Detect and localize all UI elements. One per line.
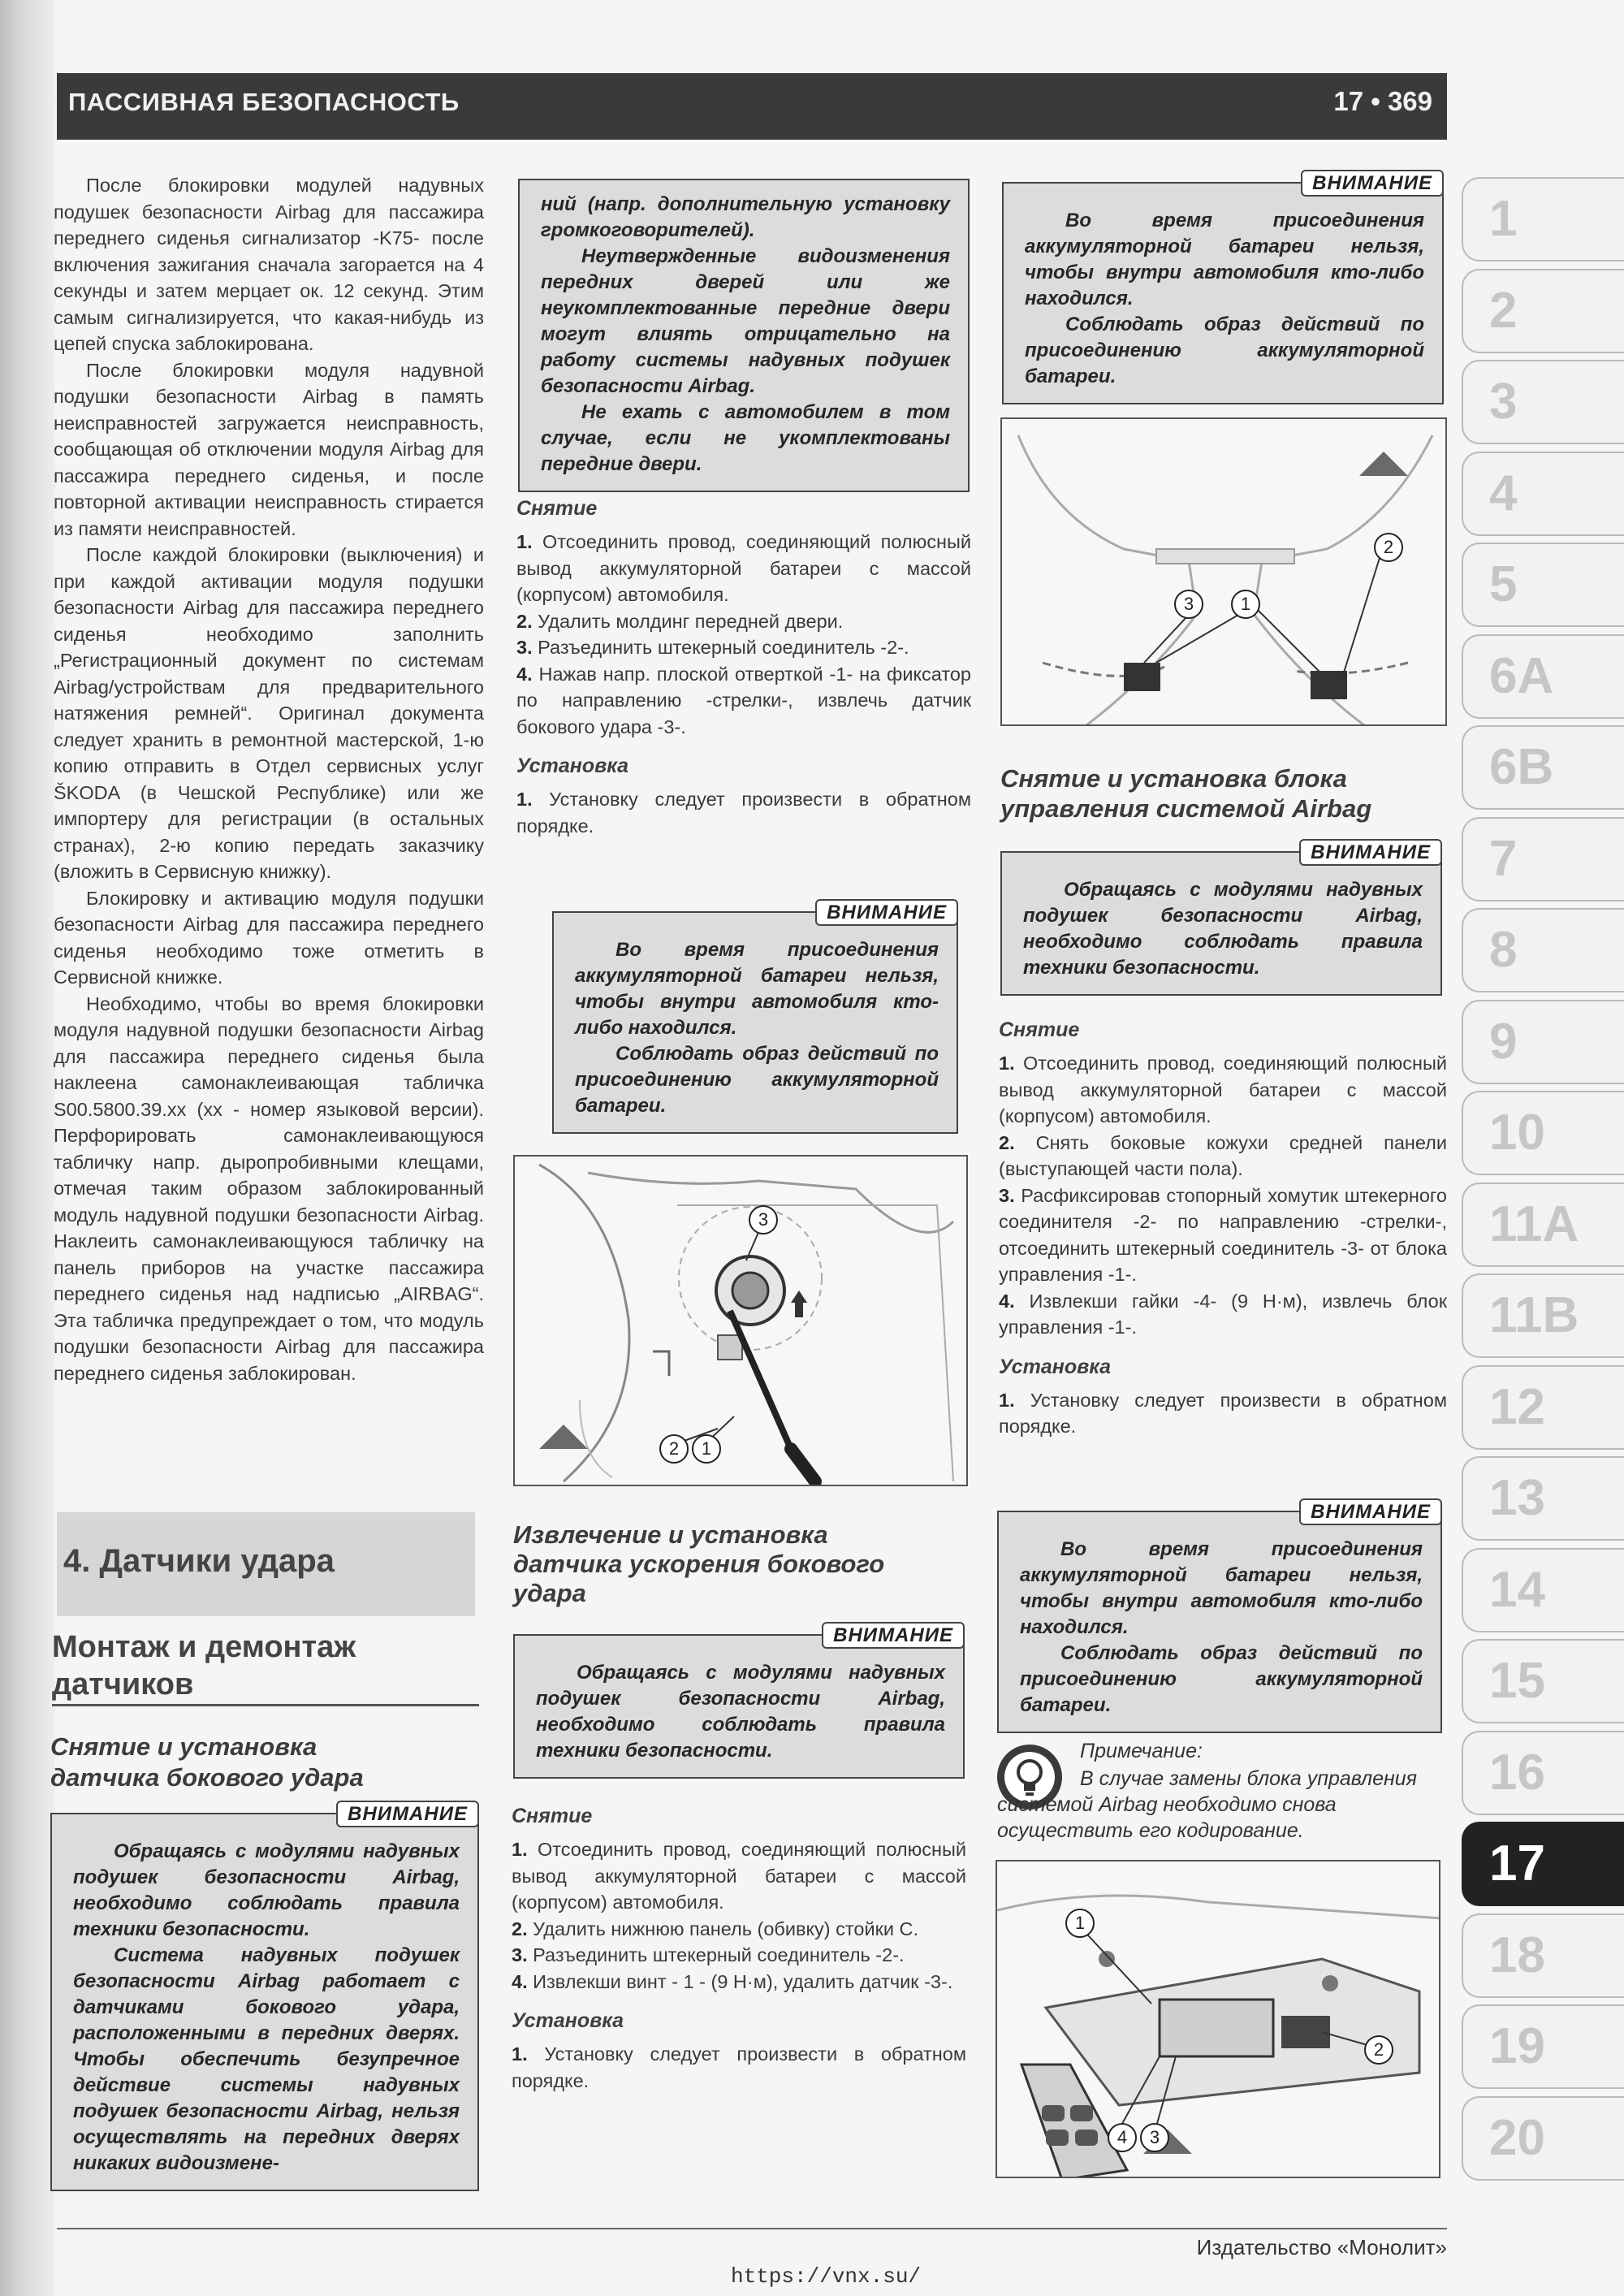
install-step — [516, 786, 971, 839]
callout-number: 3 — [1174, 590, 1203, 619]
chapter-tab[interactable] — [1462, 1639, 1624, 1723]
chapter-tab-label: 17 — [1489, 1836, 1545, 1892]
removal-step — [516, 608, 971, 635]
warning-label: ВНИМАНИЕ — [1299, 1498, 1442, 1525]
warning-label: ВНИМАНИЕ — [1299, 839, 1442, 866]
warning-box — [997, 1501, 1442, 1733]
note-text: В случае замены блока управления системой Airbag необходимо снова осуществить его кодирование. — [997, 1767, 1417, 1842]
note-title: Примечание: — [1080, 1740, 1203, 1762]
step-text: Установку следует произвести в обратном порядке. — [516, 789, 972, 837]
chapter-tab-label: 16 — [1489, 1744, 1545, 1801]
chapter-tab-label: 6A — [1489, 647, 1554, 704]
chapter-tab[interactable] — [1462, 1456, 1624, 1541]
warning-text: ний (напр. дополнительную установку громкоговорителей). — [541, 193, 950, 241]
chapter-tab[interactable] — [1462, 1091, 1624, 1175]
chapter-tab-label: 1 — [1489, 191, 1518, 247]
chapter-tab[interactable] — [1462, 543, 1624, 627]
door-sensors-drawing — [1002, 419, 1447, 726]
removal-step — [512, 1942, 966, 1969]
warning-text: Соблюдать образ действий по присоединению аккумуляторной батареи. — [1020, 1642, 1423, 1716]
step-number: 3. — [999, 1184, 1015, 1206]
warning-box — [1000, 841, 1442, 996]
step-text: Удалить нижнюю панель (обивку) стойки С. — [533, 1918, 919, 1939]
paragraph: После блокировки модуля надувной подушки безопасности Airbag в память неисправностей загружается неисправность, сообщающая об отключении модуля Airbag для пассажира переднего сиденья, и после повторной активации неисправность стирается из памяти неисправностей. — [54, 359, 484, 539]
figure-control-unit — [996, 1860, 1440, 2178]
callout-number: 2 — [1374, 533, 1403, 562]
removal-step — [512, 1969, 966, 1995]
chapter-tab-label: 20 — [1489, 2109, 1545, 2166]
warning-label: ВНИМАНИЕ — [1301, 170, 1444, 197]
warning-text: Во время присоединения аккумуляторной батареи нельзя, чтобы внутри автомобиля кто-либо находился. — [1020, 1538, 1423, 1638]
step-text: Установку следует произвести в обратном порядке. — [999, 1389, 1448, 1437]
install-label: Установка — [516, 755, 629, 777]
removal-step — [999, 1050, 1447, 1130]
chapter-tab[interactable] — [1462, 360, 1624, 444]
install-step — [512, 2041, 966, 2094]
warning-box — [1002, 172, 1444, 404]
chapter-tab-label: 4 — [1489, 465, 1518, 521]
step-text: Установку следует произвести в обратном порядке. — [512, 2043, 967, 2091]
warning-text: Система надувных подушек безопасности Airbag работает с датчиками бокового удара, расположенными в передних дверях. Чтобы обеспечить безупречное действие системы надувных подушек безопасности Airbag, нельзя осуществлять на передних дверях никаких видоизмене- — [73, 1944, 460, 2174]
binding-shadow — [0, 0, 55, 2296]
chapter-tab[interactable] — [1462, 1183, 1624, 1267]
step-text: Отсоединить провод, соединяющий полюсный вывод аккумуляторной батареи с массой (корпусом) автомобиля. — [516, 531, 972, 605]
warning-text: Обращаясь с модулями надувных подушек безопасности Airbag, необходимо соблюдать правила техники безопасности. — [536, 1662, 945, 1762]
chapter-tab[interactable] — [1462, 1365, 1624, 1450]
removal-label: Снятие — [999, 1018, 1080, 1041]
chapter-tab-label: 9 — [1489, 1013, 1518, 1070]
callout-number: 4 — [1108, 2123, 1137, 2152]
chapter-tab-label: 3 — [1489, 374, 1518, 430]
removal-step — [512, 1916, 966, 1943]
step-text: Расфиксировав стопорный хомутик штекерного соединителя -2- по направлению -стрелки-, отсоединить штекерный соединитель -3- от блока управления -1-. — [999, 1184, 1448, 1285]
chapter-tab[interactable] — [1462, 452, 1624, 536]
chapter-tab[interactable] — [1462, 1273, 1624, 1358]
section-heading: 4. Датчики удара — [63, 1543, 335, 1579]
chapter-tab[interactable] — [1462, 1822, 1624, 1906]
step-number: 1. — [512, 2043, 528, 2065]
chapter-tab[interactable] — [1462, 817, 1624, 902]
warning-text: Во время присоединения аккумуляторной батареи нельзя, чтобы внутри автомобиля кто-либо находился. — [575, 939, 939, 1039]
chapter-tab[interactable] — [1462, 1548, 1624, 1632]
warning-text: Соблюдать образ действий по присоединению аккумуляторной батареи. — [575, 1043, 939, 1117]
removal-label: Снятие — [516, 497, 598, 520]
step-number: 2. — [512, 1918, 528, 1939]
chapter-tab-label: 15 — [1489, 1653, 1545, 1709]
warning-label: ВНИМАНИЕ — [336, 1801, 479, 1827]
warning-box — [552, 902, 958, 1134]
callout-number: 2 — [659, 1434, 689, 1464]
warning-text: Не ехать с автомобилем в том случае, если не укомплектованы передние двери. — [541, 401, 950, 475]
heading-accel-sensor: Извлечение и установка датчика ускорения бокового удара — [513, 1520, 885, 1607]
removal-step — [999, 1130, 1447, 1183]
callout-number: 3 — [1140, 2123, 1169, 2152]
heading-montage: Монтаж и демонтаж датчиков — [52, 1630, 356, 1701]
heading-side-sensor: Снятие и установка датчика бокового удара — [50, 1732, 364, 1792]
removal-step — [999, 1183, 1447, 1288]
chapter-tab-label: 18 — [1489, 1926, 1545, 1983]
step-number: 4. — [999, 1290, 1015, 1312]
source-url[interactable]: https://vnx.su/ — [731, 2264, 922, 2289]
step-number: 4. — [512, 1970, 528, 1992]
warning-text: Неутвержденные видоизменения передних дверей или же неукомплектованные передние двери могут влиять отрицательно на работу системы надувных подушек безопасности Airbag. — [541, 245, 950, 397]
chapter-tab-label: 19 — [1489, 2018, 1545, 2074]
chapter-tab[interactable] — [1462, 177, 1624, 262]
step-text: Извлекши гайки -4- (9 Н·м), извлечь блок управления -1-. — [999, 1290, 1447, 1338]
chapter-tab[interactable] — [1462, 1000, 1624, 1084]
chapter-tab[interactable] — [1462, 269, 1624, 353]
removal-step — [516, 661, 971, 741]
chapter-tab[interactable] — [1462, 725, 1624, 810]
chapter-tab[interactable] — [1462, 1731, 1624, 1815]
step-number: 3. — [512, 1944, 528, 1965]
section-heading-bar — [57, 1512, 475, 1616]
chapter-tab-label: 11A — [1489, 1196, 1579, 1252]
step-number: 1. — [512, 1839, 528, 1860]
chapter-tab-label: 14 — [1489, 1561, 1545, 1618]
step-number: 4. — [516, 663, 533, 685]
step-number: 1. — [516, 531, 533, 552]
column-2-steps-lower — [512, 1805, 966, 2094]
chapter-tab-label: 5 — [1489, 556, 1518, 612]
install-label: Установка — [999, 1355, 1112, 1378]
column-3-steps — [999, 1018, 1447, 1440]
warning-box — [50, 1803, 479, 2191]
step-text: Удалить молдинг передней двери. — [538, 610, 844, 632]
step-text: Снять боковые кожухи средней панели (выступающей части пола). — [999, 1131, 1447, 1179]
chapter-tab-label: 11B — [1489, 1287, 1579, 1343]
heading-rule — [52, 1704, 479, 1706]
removal-steps — [516, 529, 971, 740]
chapter-tab[interactable] — [1462, 1913, 1624, 1998]
chapter-tab[interactable] — [1462, 634, 1624, 719]
step-text: Извлекши винт - 1 - (9 Н·м), удалить датчик -3-. — [533, 1970, 953, 1992]
paragraph: Необходимо, чтобы во время блокировки модуля надувной подушки безопасности Airbag для пассажира переднего сиденья была наклеена самонаклеивающая табличка S00.5800.39.xx (xx - номер языковой версии). Перфорировать самонаклеивающуюся табличку напр. дыропробивными клещами, отмечая таким образом заблокированный модуль надувной подушки безопасности Airbag. Наклеить самонаклеивающуюся табличку на панель приборов на участке пассажира переднего сиденья над надписью „AIRBAG“. Эта табличка предупреждает о том, что модуль подушки безопасности Airbag для пассажира переднего сиденья заблокирован. — [54, 992, 484, 1384]
step-number: 2. — [516, 610, 533, 632]
chapter-tab-label: 8 — [1489, 922, 1518, 978]
step-text: Отсоединить провод, соединяющий полюсный вывод аккумуляторной батареи с массой (корпусом) автомобиля. — [512, 1839, 967, 1913]
paragraph: После каждой блокировки (выключения) и при каждой активации модуля подушки безопасности Airbag для пассажира переднего сиденья необходимо заполнить „Регистрационный документ по системам Airbag/устройствам для предварительного натяжения ремней“. Оригинал документа следует хранить в ремонтной мастерской, 1-ю копию отправить в Отдел сервисных услуг ŠKODA (в Чешской Республике) или же импортеру для регистрации (в остальных странах), 2-ю копию передать заказчику (вложить в Сервисную книжку). — [54, 544, 484, 882]
chapter-tab[interactable] — [1462, 908, 1624, 992]
callout-number: 2 — [1364, 2035, 1393, 2065]
paragraph: После блокировки модулей надувных подушек безопасности Airbag для пассажира переднего сиденья сигнализатор -K75- после включения зажигания сначала загорается на 4 секунды и затем мерцает ок. 12 секунд. Этим самым сигнализируется, что какая-нибудь из цепей спуска заблокирована. — [54, 175, 484, 354]
warning-label: ВНИМАНИЕ — [815, 899, 958, 926]
warning-box — [513, 1624, 965, 1779]
step-number: 1. — [999, 1389, 1015, 1411]
publisher: Издательство «Монолит» — [1196, 2235, 1447, 2259]
step-text: Разъединить штекерный соединитель -2-. — [533, 1944, 905, 1965]
install-label: Установка — [512, 2009, 624, 2032]
page-number: 17 • 369 — [1333, 86, 1432, 116]
chapter-tab-label: 13 — [1489, 1470, 1545, 1526]
warning-text: Соблюдать образ действий по присоединению аккумуляторной батареи. — [1025, 313, 1424, 387]
figure-door-sensor — [513, 1155, 968, 1486]
step-number: 1. — [999, 1053, 1015, 1074]
removal-step — [512, 1836, 966, 1916]
column-1 — [54, 172, 484, 1386]
door-sensor-drawing — [515, 1157, 968, 1486]
step-text: Разъединить штекерный соединитель -2-. — [538, 637, 909, 658]
warning-text: Обращаясь с модулями надувных подушек безопасности Airbag, необходимо соблюдать правила техники безопасности. — [73, 1840, 460, 1940]
chapter-tab-label: 10 — [1489, 1105, 1545, 1161]
removal-step — [516, 634, 971, 661]
removal-steps — [999, 1050, 1447, 1341]
removal-label: Снятие — [512, 1805, 593, 1827]
warning-text: Во время присоединения аккумуляторной батареи нельзя, чтобы внутри автомобиля кто-либо находился. — [1025, 210, 1424, 309]
step-number: 3. — [516, 637, 533, 658]
callout-number: 3 — [749, 1205, 778, 1234]
install-step — [999, 1387, 1447, 1440]
removal-steps — [512, 1836, 966, 1995]
chapter-tab-label: 6B — [1489, 739, 1554, 795]
paragraph: Блокировку и активацию модуля подушки безопасности Airbag для пассажира переднего сиденья необходимо тоже отметить в Сервисной книжке. — [54, 887, 484, 988]
removal-step — [999, 1288, 1447, 1341]
warning-box-continued — [518, 179, 970, 492]
chapter-tab[interactable] — [1462, 2096, 1624, 2181]
heading-control-unit: Снятие и установка блока управления системой Airbag — [1000, 764, 1372, 823]
removal-step — [516, 529, 971, 608]
warning-label: ВНИМАНИЕ — [822, 1622, 965, 1649]
chapter-tab-label: 7 — [1489, 830, 1518, 887]
callout-number: 1 — [692, 1434, 721, 1464]
section-title: ПАССИВНАЯ БЕЗОПАСНОСТЬ — [68, 88, 460, 116]
figure-door-sensors — [1000, 417, 1447, 726]
chapter-tab-label: 2 — [1489, 282, 1518, 339]
chapter-tab-label: 12 — [1489, 1378, 1545, 1435]
warning-text: Обращаясь с модулями надувных подушек безопасности Airbag, необходимо соблюдать правила техники безопасности. — [1023, 879, 1423, 979]
callout-number: 1 — [1065, 1909, 1095, 1938]
step-number: 2. — [999, 1131, 1015, 1153]
callout-number: 1 — [1231, 590, 1260, 619]
step-number: 1. — [516, 789, 533, 810]
page-header — [57, 73, 1447, 140]
step-text: Нажав напр. плоской отверткой -1- на фиксатор по направлению -стрелки-, извлечь датчик бокового удара -3-. — [516, 663, 971, 737]
chapter-tab[interactable] — [1462, 2004, 1624, 2089]
step-text: Отсоединить провод, соединяющий полюсный вывод аккумуляторной батареи с массой (корпусом) автомобиля. — [999, 1053, 1448, 1126]
control-unit-drawing — [997, 1861, 1440, 2178]
column-2-steps — [516, 497, 971, 839]
footer-rule — [57, 2228, 1447, 2229]
